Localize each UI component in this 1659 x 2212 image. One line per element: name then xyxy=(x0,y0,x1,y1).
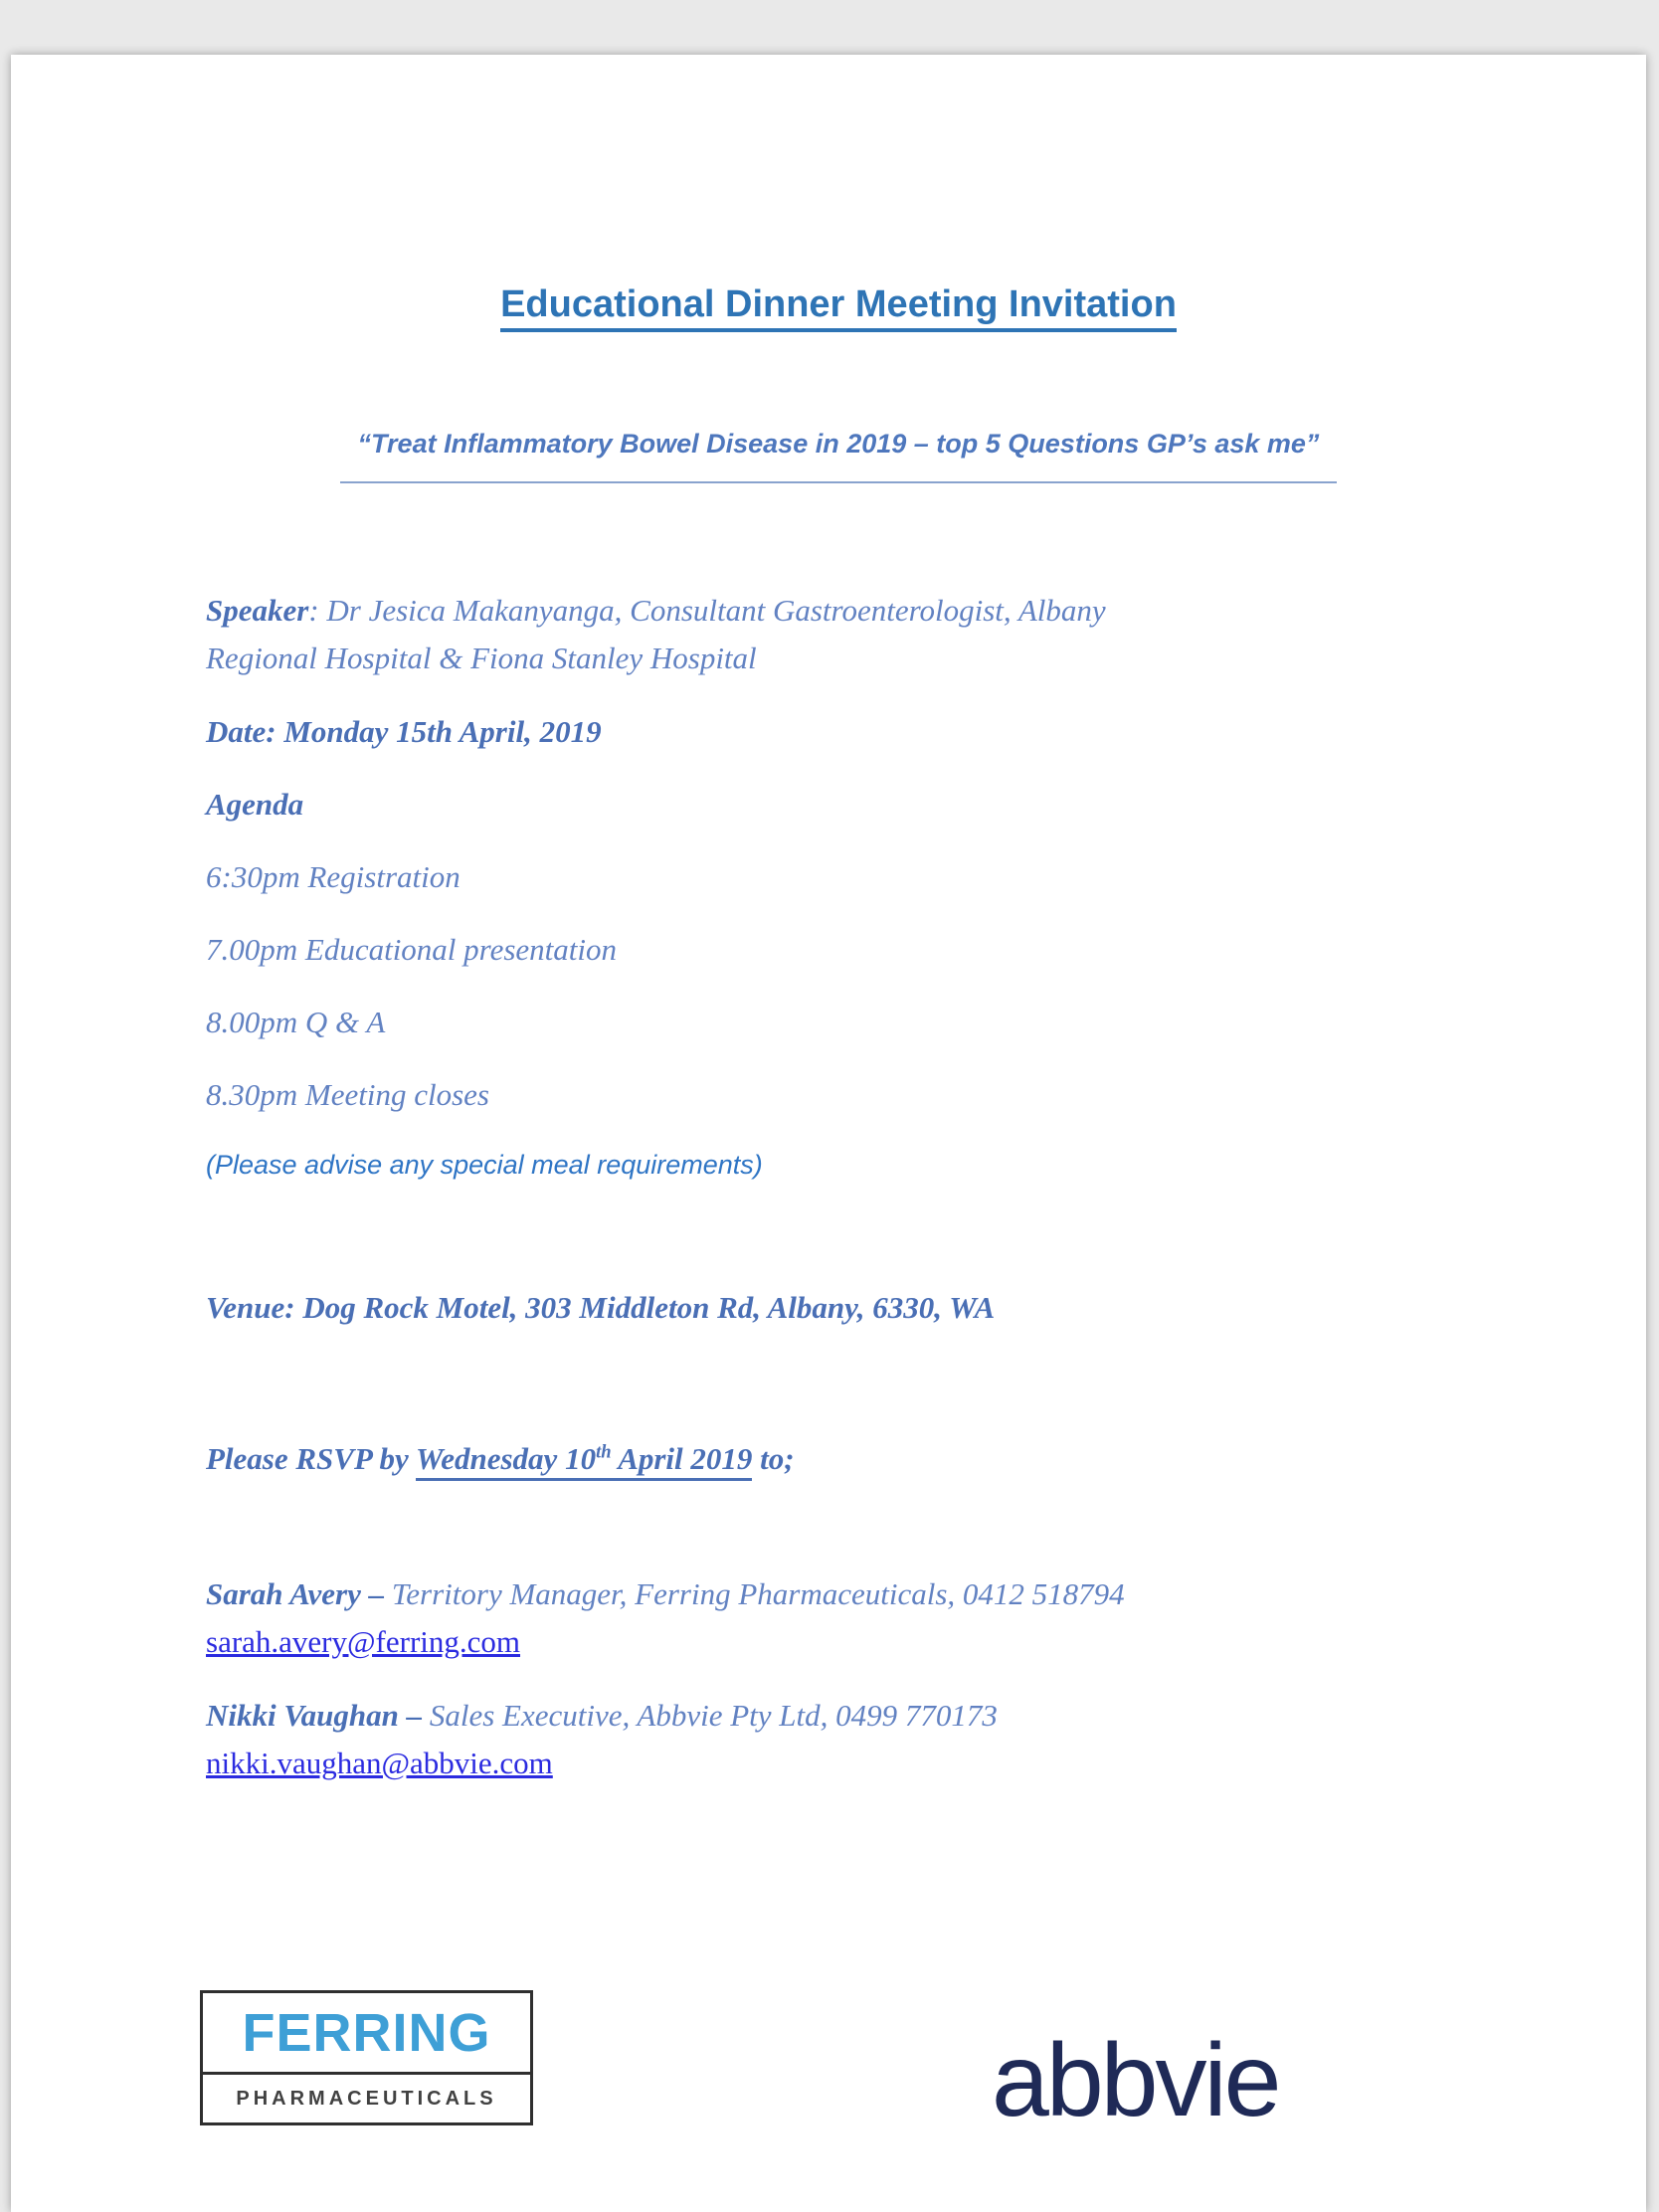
ferring-logo xyxy=(200,1990,533,2125)
document-page xyxy=(11,55,1646,2212)
agenda-heading: Agenda xyxy=(206,787,304,822)
ferring-pharmaceuticals-label: PHARMACEUTICALS xyxy=(236,2087,497,2110)
speaker-info xyxy=(206,587,1471,682)
event-topic: “Treat Inflammatory Bowel Disease in 2019 – top 5 Questions GP’s ask me” xyxy=(357,429,1320,459)
document-content xyxy=(11,55,1646,1787)
agenda-item-qa: 8.00pm Q & A xyxy=(206,1005,386,1039)
rsvp-deadline-day: Wednesday 10 xyxy=(415,1441,597,1476)
contact-name: Sarah Avery – xyxy=(206,1576,392,1611)
agenda-item-registration: 6:30pm Registration xyxy=(206,859,461,894)
ferring-wordmark: FERRING xyxy=(203,1993,530,2075)
rsvp-prefix: Please RSVP by xyxy=(206,1441,416,1476)
speaker-detail-line1: : Dr Jesica Makanyanga, Consultant Gastroenterologist, Albany xyxy=(308,593,1106,628)
rsvp-deadline xyxy=(416,1441,752,1481)
contact-entry-nikki xyxy=(206,1692,1471,1787)
contact-entry-sarah xyxy=(206,1570,1471,1666)
date-line: Date: Monday 15th April, 2019 xyxy=(206,714,602,749)
rsvp-line xyxy=(206,1435,1471,1483)
divider xyxy=(340,481,1337,483)
title-row xyxy=(206,55,1471,335)
rsvp-deadline-month: April 2019 xyxy=(611,1441,753,1476)
agenda-item-presentation: 7.00pm Educational presentation xyxy=(206,932,618,967)
speaker-label: Speaker xyxy=(206,593,309,628)
rsvp-suffix: to; xyxy=(752,1441,795,1476)
speaker-detail-line2: Regional Hospital & Fiona Stanley Hospital xyxy=(206,641,757,675)
document-title: Educational Dinner Meeting Invitation xyxy=(500,283,1177,332)
subtitle-row xyxy=(206,427,1471,465)
contact-role: Sales Executive, Abbvie Pty Ltd, 0499 770173 xyxy=(429,1698,998,1733)
abbvie-logo: abbvie xyxy=(992,2023,1279,2138)
email-link-abbvie[interactable]: nikki.vaughan@abbvie.com xyxy=(206,1746,553,1780)
agenda-item-close: 8.30pm Meeting closes xyxy=(206,1077,489,1112)
venue-line: Venue: Dog Rock Motel, 303 Middleton Rd, Albany, 6330, WA xyxy=(206,1290,996,1325)
rsvp-deadline-ordinal: th xyxy=(596,1441,612,1463)
contact-role: Territory Manager, Ferring Pharmaceuticals, 0412 518794 xyxy=(391,1576,1125,1611)
contact-name: Nikki Vaughan – xyxy=(206,1698,430,1733)
meal-note: (Please advise any special meal requirements) xyxy=(206,1150,763,1180)
email-link-ferring[interactable]: sarah.avery@ferring.com xyxy=(206,1624,521,1659)
